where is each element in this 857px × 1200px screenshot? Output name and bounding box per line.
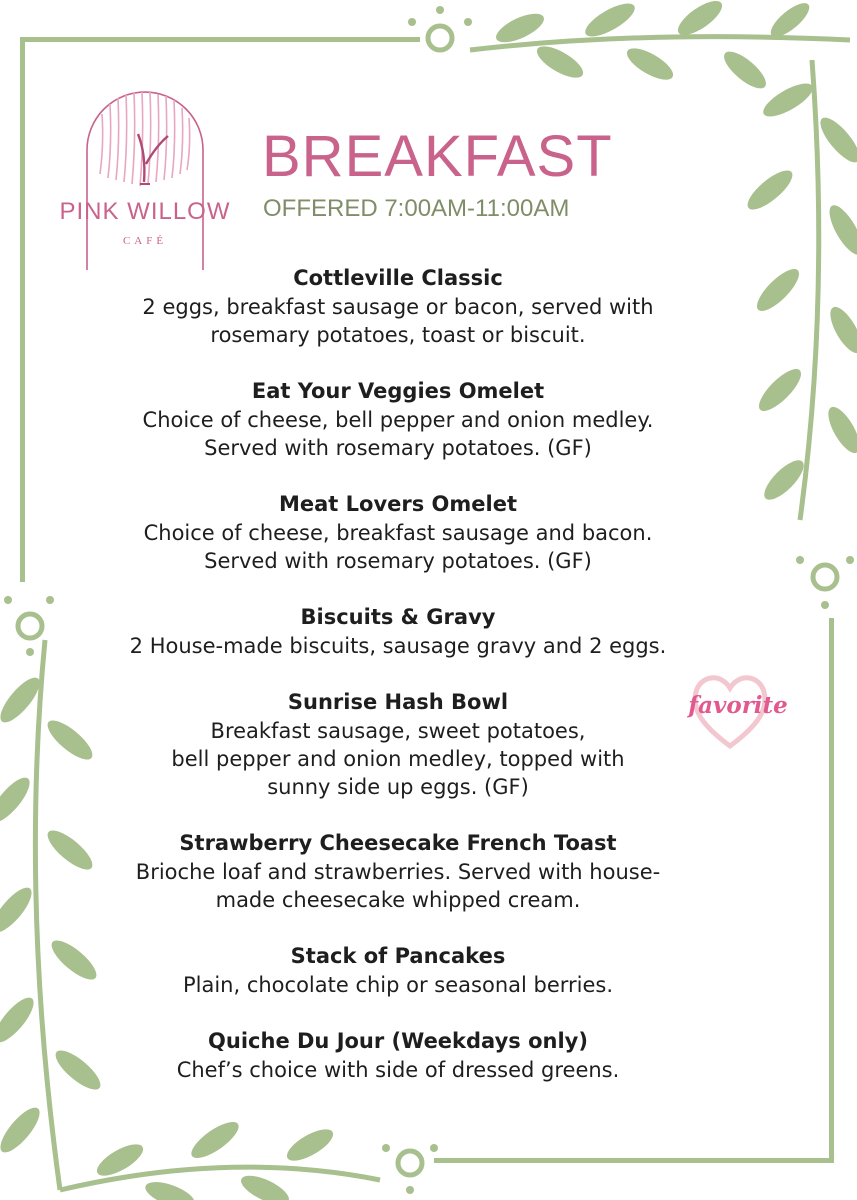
favorite-label: favorite (688, 692, 788, 719)
menu-item-name: Biscuits & Gravy (300, 605, 496, 629)
menu-item-name: Meat Lovers Omelet (278, 492, 518, 516)
menu-item-name: Strawberry Cheesecake French Toast (179, 831, 617, 855)
menu-item-desc: Choice of cheese, breakfast sausage and bacon. Served with rosemary potatoes. (GF) (143, 521, 653, 573)
menu-item (120, 1027, 676, 1084)
menu-item-name: Stack of Pancakes (290, 944, 506, 968)
frame-bottom-line (434, 1158, 834, 1163)
frame-left-line (20, 37, 25, 582)
menu-item (120, 264, 676, 349)
menu-item (120, 688, 676, 801)
cafe-logo (52, 64, 238, 272)
logo-sub: CAFÉ (122, 235, 168, 247)
menu-item-desc: Chef’s choice with side of dressed greens. (176, 1058, 620, 1082)
page-subtitle: OFFERED 7:00AM-11:00AM (263, 195, 570, 222)
menu-item-desc: Breakfast sausage, sweet potatoes, bell pepper and onion medley, topped with sunny side up eggs. (GF) (171, 719, 625, 799)
menu-item (120, 377, 676, 462)
menu-item-desc: 2 eggs, breakfast sausage or bacon, served with rosemary potatoes, toast or biscuit. (142, 295, 654, 347)
menu-item-desc: 2 House-made biscuits, sausage gravy and 2 eggs. (129, 634, 667, 658)
menu-item-name: Quiche Du Jour (Weekdays only) (208, 1029, 588, 1053)
frame-top-line (20, 37, 420, 42)
frame-right-line (829, 618, 834, 1163)
menu-item (120, 603, 676, 660)
menu-item (120, 829, 676, 914)
menu-item-name: Eat Your Veggies Omelet (251, 379, 545, 403)
favorite-badge (676, 668, 796, 754)
menu-item-desc: Brioche loaf and strawberries. Served with house- made cheesecake whipped cream. (135, 860, 661, 912)
menu-item-name: Sunrise Hash Bowl (287, 690, 509, 714)
menu-item (120, 490, 676, 575)
menu-item (120, 942, 676, 999)
menu-item-desc: Plain, chocolate chip or seasonal berries. (182, 973, 614, 997)
logo-name: PINK WILLOW (59, 198, 231, 225)
menu-item-desc: Choice of cheese, bell pepper and onion medley. Served with rosemary potatoes. (GF) (142, 408, 654, 460)
page-title: BREAKFAST (262, 124, 613, 189)
menu-item-name: Cottleville Classic (293, 266, 503, 290)
menu-list (120, 264, 676, 1112)
